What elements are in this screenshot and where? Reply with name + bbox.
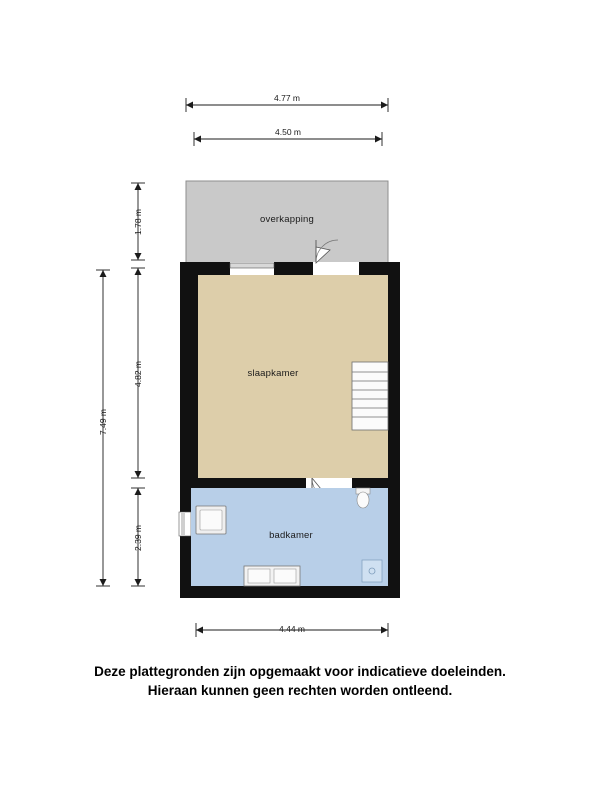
disclaimer [0,662,600,700]
disclaimer-line-1: Deze plattegronden zijn opgemaakt voor indicatieve doeleinden. [94,664,506,679]
dimension-top-inner: 4.50 m [275,127,301,137]
window-badkamer-left [179,512,191,536]
room-label-badkamer: badkamer [269,530,313,541]
dimension-badkamer-depth: 2.39 m [133,525,143,551]
door-top-left [230,262,274,275]
dimension-overkapping-depth: 1.78 m [133,209,143,235]
room-label-slaapkamer: slaapkamer [247,368,299,379]
dimension-left-total: 7.49 m [98,409,108,435]
shower-icon [362,560,382,582]
double-sink-icon [244,566,300,586]
dimension-slaapkamer-depth: 4.82 m [133,361,143,387]
staircase-icon [352,362,388,430]
room-label-overkapping: overkapping [260,214,314,225]
dimension-bottom: 4.44 m [279,624,305,634]
toilet-icon [356,488,370,508]
dimension-top-outer: 4.77 m [274,93,300,103]
disclaimer-line-2: Hieraan kunnen geen rechten worden ontleend. [147,683,453,698]
